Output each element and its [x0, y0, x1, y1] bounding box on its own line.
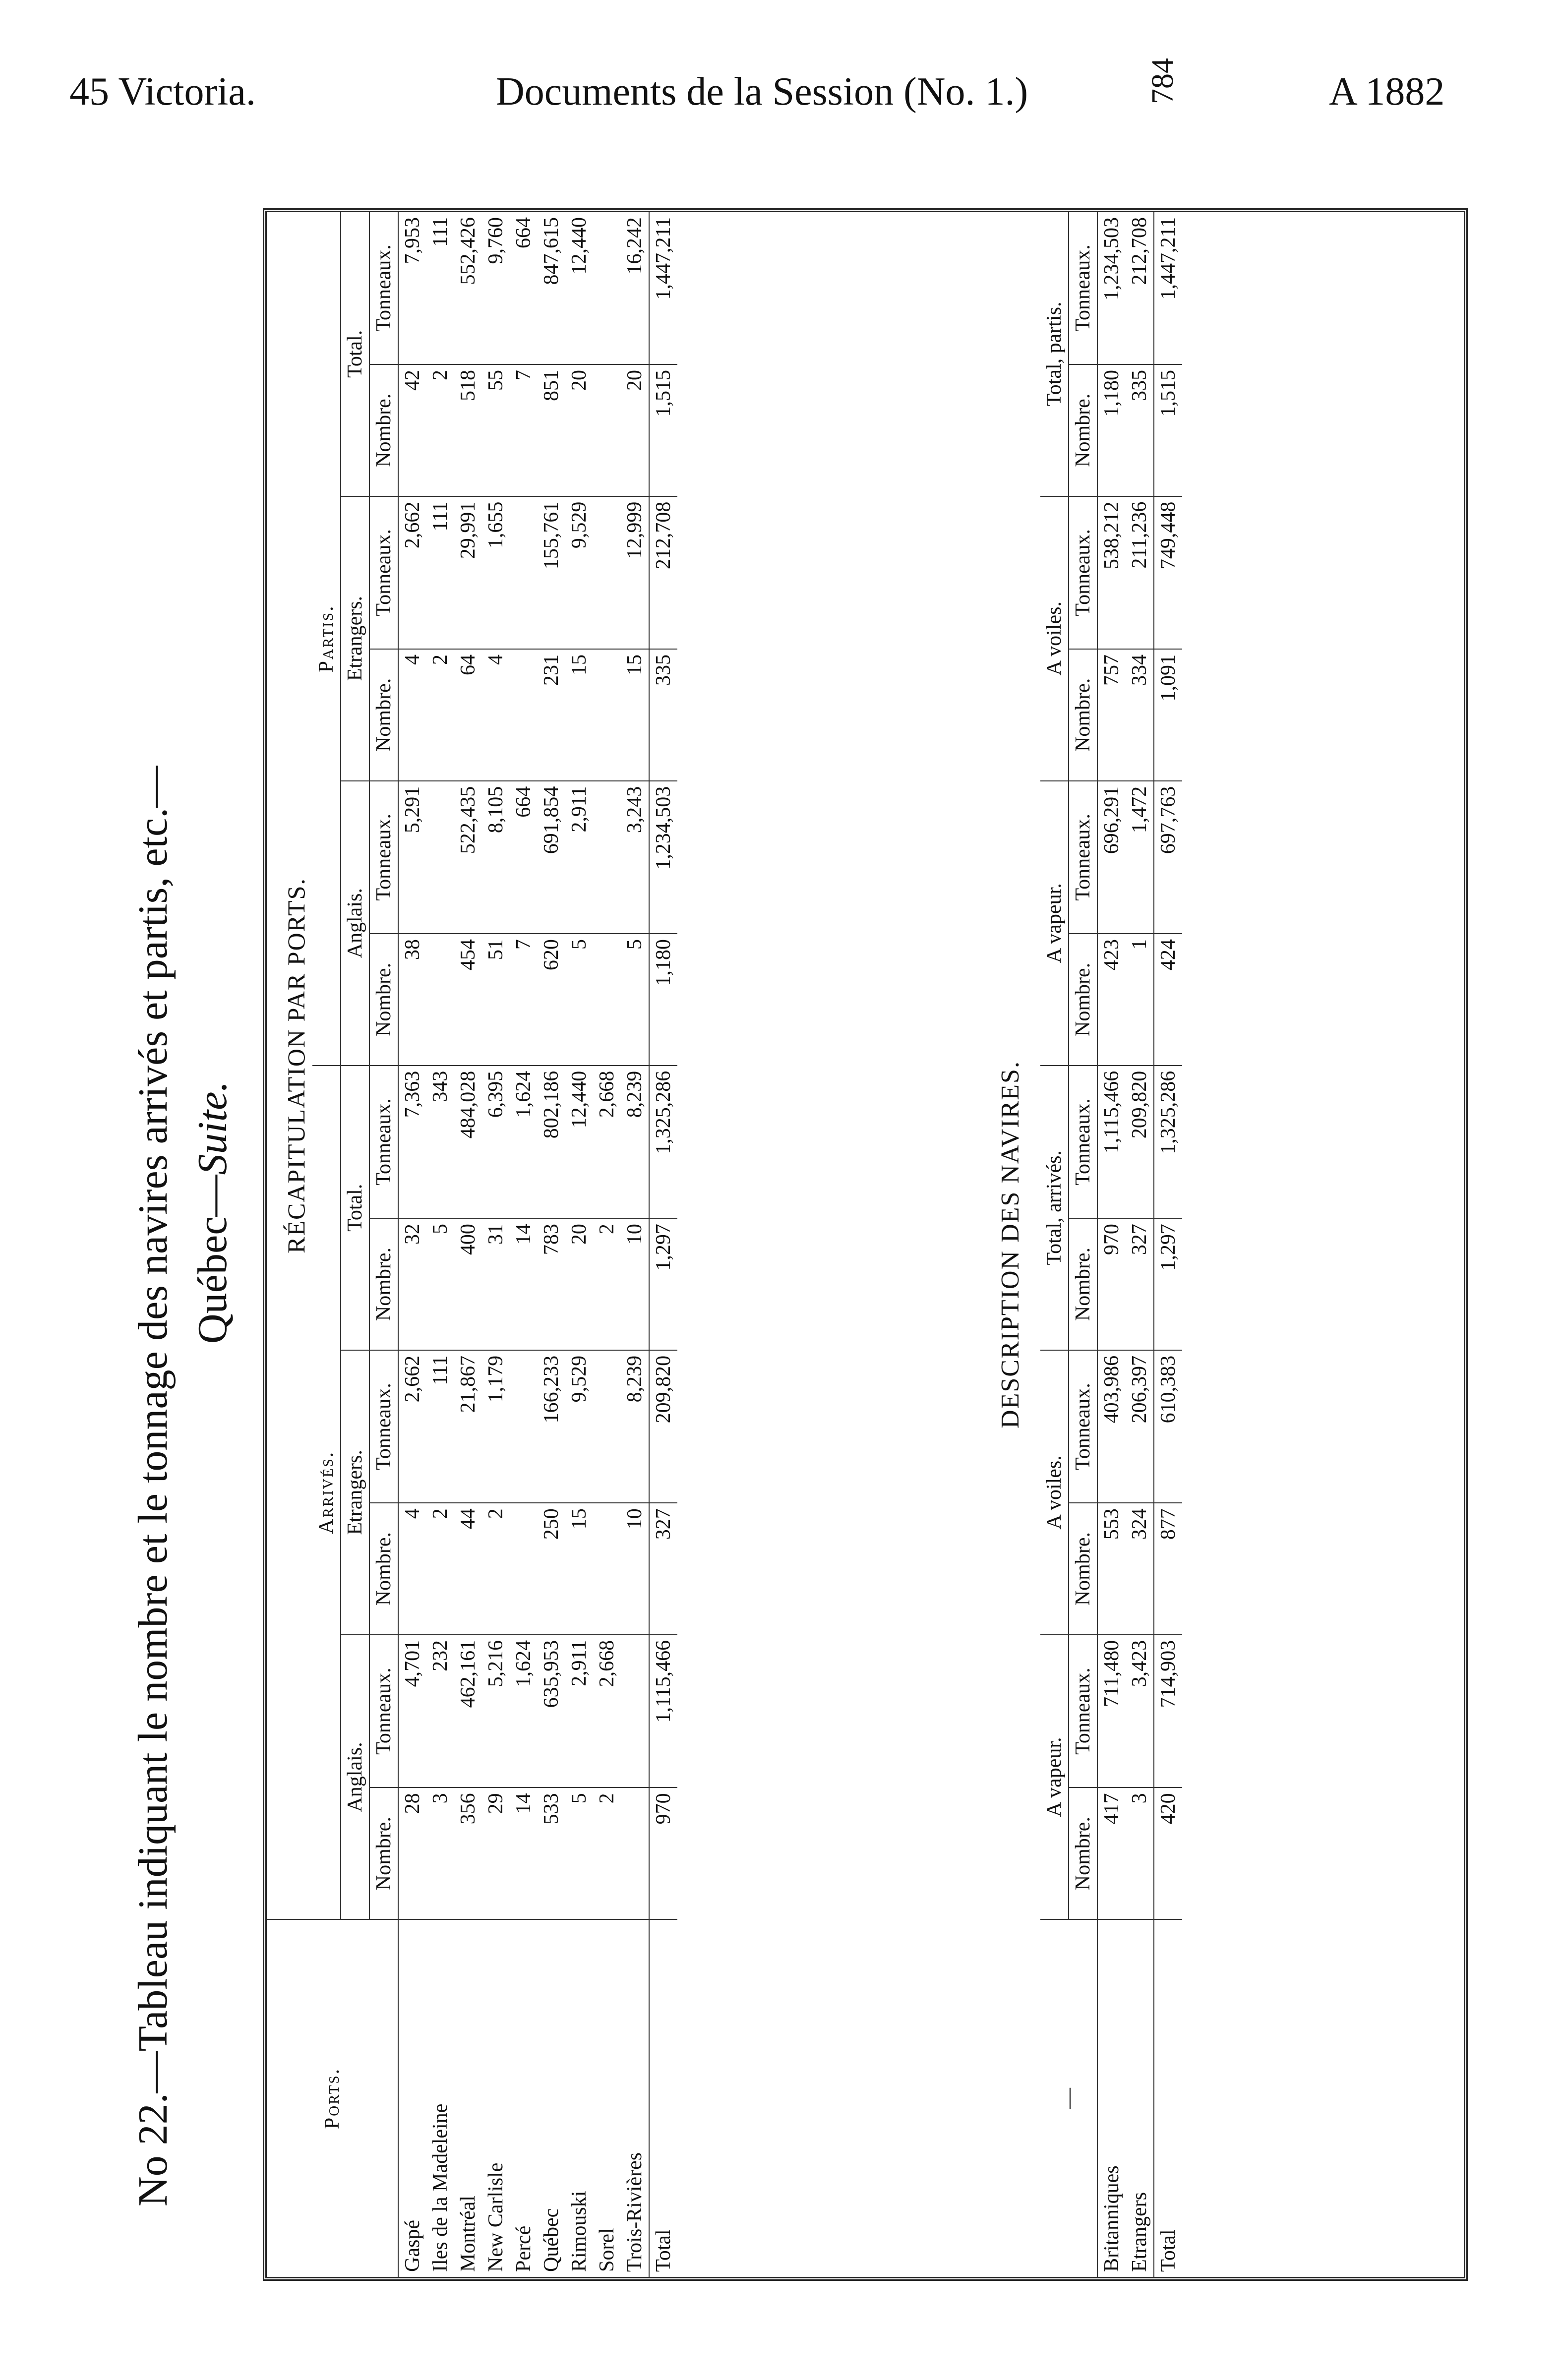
- cell-a-etr-n: 4: [398, 1503, 426, 1635]
- nombre-subheader: Nombre.: [1069, 364, 1097, 496]
- cell-a-etr-t: 8,239: [621, 1350, 649, 1503]
- nombre-subheader: Nombre.: [1069, 1503, 1097, 1635]
- cell-a-tot-n: 2: [593, 1218, 621, 1350]
- tonneaux-subheader: Tonneaux.: [1069, 1066, 1097, 1218]
- cell-a-ang-t: 5,216: [482, 1635, 510, 1787]
- nombre-subheader: Nombre.: [369, 364, 398, 496]
- row-label: Total: [1154, 1919, 1182, 2277]
- table-frame: [263, 208, 1468, 2281]
- cell-p-etr-n: 15: [565, 649, 593, 781]
- cell-p-etr-t: [510, 496, 538, 649]
- cell-a-tot-t: 6,395: [482, 1066, 510, 1218]
- cell-a-ang-t: 232: [426, 1635, 454, 1787]
- page-number: 784: [1146, 58, 1180, 104]
- cell-p-vap-n: 1: [1126, 934, 1154, 1066]
- cell-a-vap-t: 3,423: [1126, 1635, 1154, 1787]
- cell-a-voi-n: 553: [1097, 1503, 1126, 1635]
- tonneaux-subheader: Tonneaux.: [369, 1635, 398, 1787]
- row-label: Trois-Rivières: [623, 2152, 646, 2272]
- cell-a-tot-t: 8,239: [621, 1066, 649, 1218]
- cell-a-etr-n: 327: [649, 1503, 677, 1635]
- cell-a-ang-n: 533: [538, 1787, 565, 1919]
- cell-p-ang-t: 664: [510, 781, 538, 934]
- cell-p-tot-t: 111: [426, 212, 454, 364]
- table-row: [538, 212, 565, 2277]
- cell-a-tot-t: 1,115,466: [1097, 1066, 1126, 1218]
- table-title: No 22.—Tableau indiquant le nombre et le tonnage des navires arrivés et partis, etc.—: [130, 766, 176, 2206]
- cell-a-vap-t: 714,903: [1154, 1635, 1182, 1787]
- cell-a-ang-t: 2,668: [593, 1635, 621, 1787]
- cell-a-voi-n: 877: [1154, 1503, 1182, 1635]
- row-label: Gaspé: [401, 2220, 424, 2272]
- cell-a-ang-n: 3: [426, 1787, 454, 1919]
- cell-p-tot-t: 7,953: [398, 212, 426, 364]
- total-partis-header: Total, partis.: [1040, 212, 1069, 496]
- row-label: Montréal: [457, 2196, 480, 2272]
- cell-a-etr-n: 2: [426, 1503, 454, 1635]
- cell-p-vap-t: 1,472: [1126, 781, 1154, 934]
- cell-p-ang-t: [426, 781, 454, 934]
- cell-p-ang-n: 5: [621, 934, 649, 1066]
- cell-a-voi-t: 610,383: [1154, 1350, 1182, 1503]
- nombre-subheader: Nombre.: [369, 1218, 398, 1350]
- cell-p-ang-t: 522,435: [454, 781, 482, 934]
- par-vapeur-header: A vapeur.: [1040, 781, 1069, 1066]
- cell-a-ang-n: 29: [482, 1787, 510, 1919]
- cell-a-etr-n: 2: [482, 1503, 510, 1635]
- cell-p-etr-t: 29,991: [454, 496, 482, 649]
- table-row: [1126, 212, 1154, 2277]
- description-title: DESCRIPTION DES NAVIRES.: [996, 1061, 1024, 1428]
- total-row: [1154, 212, 1182, 2277]
- partis-header: Partis.: [312, 212, 341, 1066]
- row-label: Percé: [512, 2225, 535, 2272]
- cell-p-vap-t: 697,763: [1154, 781, 1182, 934]
- cell-p-ang-t: 2,911: [565, 781, 593, 934]
- cell-a-ang-n: 14: [510, 1787, 538, 1919]
- table-row: [593, 212, 621, 2277]
- description-body: [1097, 212, 1182, 2277]
- arrives-header: Arrivés.: [312, 1066, 341, 1919]
- cell-p-ang-t: [593, 781, 621, 934]
- arr-voiles-header: A voiles.: [1040, 1350, 1069, 1635]
- cell-p-voi-n: 1,091: [1154, 649, 1182, 781]
- cell-p-tot-n: 55: [482, 364, 510, 496]
- nombre-subheader: Nombre.: [1069, 1218, 1097, 1350]
- table-row: [398, 212, 426, 2277]
- cell-p-ang-n: 5: [565, 934, 593, 1066]
- cell-a-tot-n: 5: [426, 1218, 454, 1350]
- cell-p-tot-t: 664: [510, 212, 538, 364]
- cell-p-ang-n: [426, 934, 454, 1066]
- nombre-subheader: Nombre.: [1069, 649, 1097, 781]
- cell-a-ang-t: [621, 1635, 649, 1787]
- description-dash: —: [1040, 1919, 1097, 2277]
- cell-p-vap-t: 696,291: [1097, 781, 1126, 934]
- cell-a-vap-t: 711,480: [1097, 1635, 1126, 1787]
- cell-p-tot-t: 9,760: [482, 212, 510, 364]
- par-etrangers-header: Etrangers.: [341, 496, 369, 781]
- row-label: Etrangers: [1128, 2192, 1151, 2272]
- cell-a-tot-t: 484,028: [454, 1066, 482, 1218]
- total-row: [649, 212, 677, 2277]
- cell-a-ang-n: 28: [398, 1787, 426, 1919]
- row-label: Rimouski: [568, 2191, 591, 2272]
- recap-table: [267, 212, 677, 2277]
- par-voiles-header: A voiles.: [1040, 496, 1069, 781]
- cell-a-etr-t: [510, 1350, 538, 1503]
- recap-title: RÉCAPITULATION PAR PORTS.: [267, 212, 312, 1919]
- cell-a-etr-t: 21,867: [454, 1350, 482, 1503]
- cell-p-tot-n: 1,515: [649, 364, 677, 496]
- cell-p-tot-t: 552,426: [454, 212, 482, 364]
- cell-p-etr-n: 335: [649, 649, 677, 781]
- arr-anglais-header: Anglais.: [341, 1635, 369, 1919]
- cell-p-tot-n: [593, 364, 621, 496]
- cell-a-ang-t: 1,624: [510, 1635, 538, 1787]
- cell-a-ang-n: 2: [593, 1787, 621, 1919]
- nombre-subheader: Nombre.: [369, 649, 398, 781]
- cell-p-tot-t: 16,242: [621, 212, 649, 364]
- cell-p-vap-n: 423: [1097, 934, 1126, 1066]
- arr-total-header: Total.: [341, 1066, 369, 1350]
- cell-p-tot-n: 42: [398, 364, 426, 496]
- cell-a-tot-n: 400: [454, 1218, 482, 1350]
- row-label: New Carlisle: [484, 2162, 507, 2272]
- cell-a-etr-t: 111: [426, 1350, 454, 1503]
- tonneaux-subheader: Tonneaux.: [369, 212, 398, 364]
- cell-p-etr-n: [593, 649, 621, 781]
- cell-p-ang-n: 51: [482, 934, 510, 1066]
- cell-a-etr-n: 10: [621, 1503, 649, 1635]
- cell-p-ang-t: 1,234,503: [649, 781, 677, 934]
- cell-p-tot-t: 1,447,211: [1154, 212, 1182, 364]
- table-row: [454, 212, 482, 2277]
- cell-a-tot-t: 1,325,286: [1154, 1066, 1182, 1218]
- cell-p-tot-t: [593, 212, 621, 364]
- cell-p-ang-t: 5,291: [398, 781, 426, 934]
- cell-p-ang-n: 38: [398, 934, 426, 1066]
- cell-p-tot-n: 1,180: [1097, 364, 1126, 496]
- cell-a-etr-t: 166,233: [538, 1350, 565, 1503]
- cell-a-ang-t: 4,701: [398, 1635, 426, 1787]
- cell-p-voi-n: 334: [1126, 649, 1154, 781]
- nombre-subheader: Nombre.: [369, 934, 398, 1066]
- cell-p-ang-t: 3,243: [621, 781, 649, 934]
- cell-p-etr-t: 9,529: [565, 496, 593, 649]
- header-year: A 1882: [1329, 70, 1445, 114]
- table-row: [426, 212, 454, 2277]
- par-anglais-header: Anglais.: [341, 781, 369, 1066]
- arr-vapeur-header: A vapeur.: [1040, 1635, 1069, 1919]
- cell-p-ang-n: 1,180: [649, 934, 677, 1066]
- cell-a-tot-t: 2,668: [593, 1066, 621, 1218]
- cell-p-ang-t: 8,105: [482, 781, 510, 934]
- nombre-subheader: Nombre.: [1069, 934, 1097, 1066]
- tonneaux-subheader: Tonneaux.: [369, 496, 398, 649]
- cell-a-ang-n: 356: [454, 1787, 482, 1919]
- cell-a-tot-n: 783: [538, 1218, 565, 1350]
- table-row: [1097, 212, 1126, 2277]
- ports-header: Ports.: [267, 1919, 398, 2277]
- cell-a-tot-n: 32: [398, 1218, 426, 1350]
- cell-p-tot-n: 335: [1126, 364, 1154, 496]
- cell-p-etr-n: [510, 649, 538, 781]
- nombre-subheader: Nombre.: [369, 1503, 398, 1635]
- cell-p-etr-t: 12,999: [621, 496, 649, 649]
- cell-a-etr-n: 44: [454, 1503, 482, 1635]
- cell-a-tot-n: 10: [621, 1218, 649, 1350]
- cell-p-ang-n: 454: [454, 934, 482, 1066]
- cell-a-tot-t: 12,440: [565, 1066, 593, 1218]
- tonneaux-subheader: Tonneaux.: [1069, 781, 1097, 934]
- cell-a-vap-n: 420: [1154, 1787, 1182, 1919]
- total-arrives-header: Total, arrivés.: [1040, 1066, 1069, 1350]
- cell-a-tot-n: 970: [1097, 1218, 1126, 1350]
- cell-p-etr-n: 64: [454, 649, 482, 781]
- cell-p-tot-n: 2: [426, 364, 454, 496]
- cell-p-ang-n: [593, 934, 621, 1066]
- row-label: Iles de la Madeleine: [429, 2103, 452, 2272]
- table-row: [482, 212, 510, 2277]
- cell-p-ang-n: 7: [510, 934, 538, 1066]
- cell-a-etr-n: [593, 1503, 621, 1635]
- cell-p-etr-t: 155,761: [538, 496, 565, 649]
- tonneaux-subheader: Tonneaux.: [1069, 212, 1097, 364]
- cell-a-etr-t: 2,662: [398, 1350, 426, 1503]
- cell-a-tot-t: 7,363: [398, 1066, 426, 1218]
- cell-p-voi-n: 757: [1097, 649, 1126, 781]
- par-total-header: Total.: [341, 212, 369, 496]
- cell-p-voi-t: 211,236: [1126, 496, 1154, 649]
- cell-p-ang-n: 620: [538, 934, 565, 1066]
- row-label: Sorel: [596, 2228, 618, 2272]
- cell-p-ang-t: 691,854: [538, 781, 565, 934]
- cell-a-tot-n: 327: [1126, 1218, 1154, 1350]
- cell-a-etr-n: 250: [538, 1503, 565, 1635]
- cell-a-etr-t: 9,529: [565, 1350, 593, 1503]
- cell-a-tot-t: 343: [426, 1066, 454, 1218]
- cell-p-tot-t: 212,708: [1126, 212, 1154, 364]
- nombre-subheader: Nombre.: [1069, 1787, 1097, 1919]
- cell-a-ang-t: 635,953: [538, 1635, 565, 1787]
- cell-p-tot-t: 1,447,211: [649, 212, 677, 364]
- cell-a-tot-n: 20: [565, 1218, 593, 1350]
- arr-etrangers-header: Etrangers.: [341, 1350, 369, 1635]
- tonneaux-subheader: Tonneaux.: [369, 781, 398, 934]
- tonneaux-subheader: Tonneaux.: [369, 1350, 398, 1503]
- header-volume: 45 Victoria.: [69, 70, 256, 114]
- row-label: Total: [649, 1919, 677, 2277]
- cell-a-tot-n: 14: [510, 1218, 538, 1350]
- cell-p-voi-t: 749,448: [1154, 496, 1182, 649]
- cell-p-tot-n: 1,515: [1154, 364, 1182, 496]
- cell-p-etr-n: 2: [426, 649, 454, 781]
- nombre-subheader: Nombre.: [369, 1787, 398, 1919]
- cell-a-tot-t: 1,325,286: [649, 1066, 677, 1218]
- cell-a-tot-t: 802,186: [538, 1066, 565, 1218]
- cell-a-voi-t: 403,986: [1097, 1350, 1126, 1503]
- cell-p-voi-t: 538,212: [1097, 496, 1126, 649]
- cell-p-etr-n: 231: [538, 649, 565, 781]
- cell-a-voi-n: 324: [1126, 1503, 1154, 1635]
- table-subtitle: [188, 1081, 237, 1344]
- row-label: Britanniques: [1100, 2165, 1123, 2272]
- subtitle-suite: Suite.: [189, 1081, 236, 1175]
- cell-p-etr-t: 1,655: [482, 496, 510, 649]
- cell-a-ang-t: 462,161: [454, 1635, 482, 1787]
- tonneaux-subheader: Tonneaux.: [1069, 496, 1097, 649]
- table-row: [565, 212, 593, 2277]
- cell-a-etr-n: 15: [565, 1503, 593, 1635]
- table-row: [510, 212, 538, 2277]
- cell-a-tot-n: 31: [482, 1218, 510, 1350]
- cell-a-etr-n: [510, 1503, 538, 1635]
- row-label: Québec: [540, 2208, 563, 2272]
- cell-p-etr-t: 212,708: [649, 496, 677, 649]
- header-documents: Documents de la Session (No. 1.): [496, 70, 1028, 114]
- cell-p-tot-t: 12,440: [565, 212, 593, 364]
- cell-a-ang-n: 5: [565, 1787, 593, 1919]
- tonneaux-subheader: Tonneaux.: [1069, 1635, 1097, 1787]
- cell-p-tot-n: 7: [510, 364, 538, 496]
- cell-a-ang-n: 970: [649, 1787, 677, 1919]
- cell-p-etr-n: 15: [621, 649, 649, 781]
- description-table: [1040, 212, 1182, 2277]
- cell-p-etr-t: [593, 496, 621, 649]
- cell-a-tot-t: 209,820: [1126, 1066, 1154, 1218]
- cell-a-vap-n: 417: [1097, 1787, 1126, 1919]
- cell-p-etr-t: 111: [426, 496, 454, 649]
- cell-a-tot-t: 1,624: [510, 1066, 538, 1218]
- cell-p-tot-n: 20: [621, 364, 649, 496]
- cell-a-tot-n: 1,297: [1154, 1218, 1182, 1350]
- cell-p-etr-n: 4: [482, 649, 510, 781]
- cell-a-ang-n: [621, 1787, 649, 1919]
- tonneaux-subheader: Tonneaux.: [1069, 1350, 1097, 1503]
- cell-p-tot-t: 847,615: [538, 212, 565, 364]
- cell-a-ang-t: 1,115,466: [649, 1635, 677, 1787]
- cell-a-ang-t: 2,911: [565, 1635, 593, 1787]
- cell-p-vap-n: 424: [1154, 934, 1182, 1066]
- recap-body: [398, 212, 677, 2277]
- tonneaux-subheader: Tonneaux.: [369, 1066, 398, 1218]
- cell-a-vap-n: 3: [1126, 1787, 1154, 1919]
- cell-a-etr-t: [593, 1350, 621, 1503]
- cell-p-tot-t: 1,234,503: [1097, 212, 1126, 364]
- cell-a-voi-t: 206,397: [1126, 1350, 1154, 1503]
- cell-a-etr-t: 209,820: [649, 1350, 677, 1503]
- subtitle-prefix: Québec—: [189, 1175, 236, 1344]
- cell-p-tot-n: 851: [538, 364, 565, 496]
- cell-p-tot-n: 518: [454, 364, 482, 496]
- cell-a-tot-n: 1,297: [649, 1218, 677, 1350]
- cell-a-etr-t: 1,179: [482, 1350, 510, 1503]
- cell-p-tot-n: 20: [565, 364, 593, 496]
- cell-p-etr-t: 2,662: [398, 496, 426, 649]
- cell-p-etr-n: 4: [398, 649, 426, 781]
- table-row: [621, 212, 649, 2277]
